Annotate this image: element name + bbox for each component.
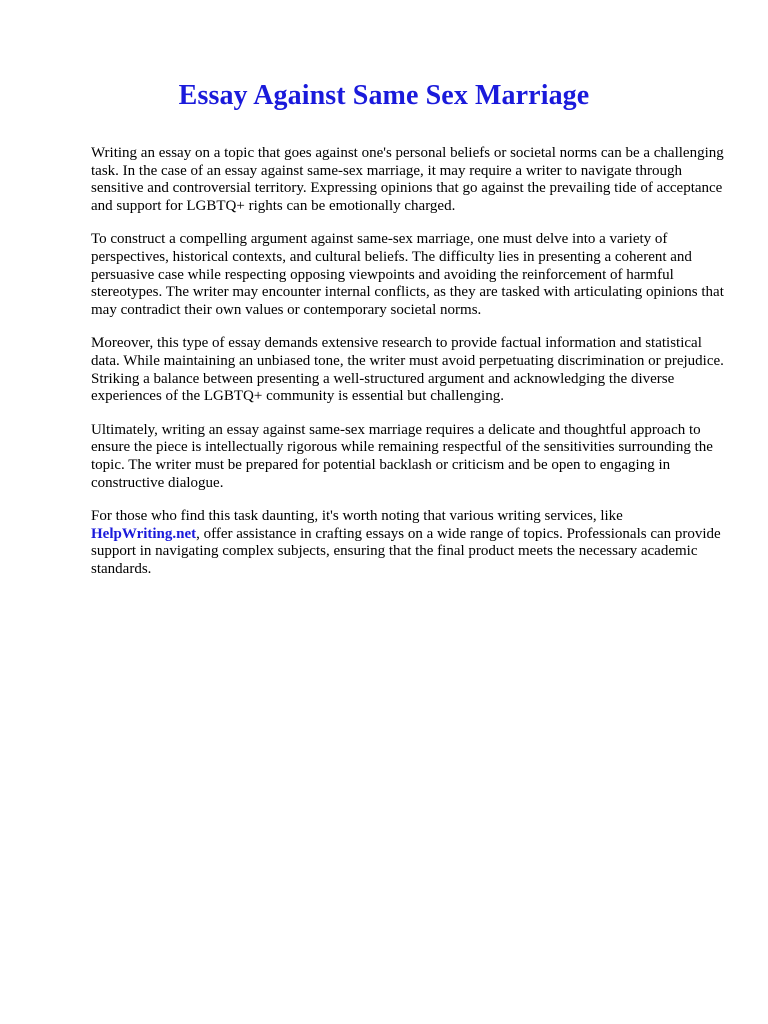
paragraph-5 (91, 508, 727, 578)
essay-body (91, 145, 727, 594)
paragraph-3: Moreover, this type of essay demands extensive research to provide factual information and statistical data. While maintaining an unbiased tone, the writer must avoid perpetuating discrimination or prejudice. Striking a balance between presenting a well-structured argument and acknowledging the diverse experiences of the LGBTQ+ community is essential but challenging. (91, 335, 724, 405)
paragraph-1: Writing an essay on a topic that goes against one's personal beliefs or societal norms can be a challenging task. In the case of an essay against same-sex marriage, it may require a writer to navigate through sensitive and controversial territory. Expressing opinions that go against the prevailing tide of acceptance and support for LGBTQ+ rights can be emotionally charged. (91, 145, 724, 214)
paragraph-5-rest: , offer assistance in crafting essays on a wide range of topics. Professionals can provide support in navigating complex subjects, ensuring that the final product meets the necessary academic standards. (91, 525, 721, 577)
paragraph-2: To construct a compelling argument against same-sex marriage, one must delve into a variety of perspectives, historical contexts, and cultural beliefs. The difficulty lies in presenting a coherent and persuasive case while respecting opposing viewpoints and avoiding the reinforcement of harmful stereotypes. The writer may encounter internal conflicts, as they are tasked with articulating opinions that may contradict their own values or contemporary societal norms. (91, 231, 724, 318)
helpwriting-link[interactable]: HelpWriting.net (91, 525, 197, 542)
page-title: Essay Against Same Sex Marriage (178, 80, 590, 111)
paragraph-4: Ultimately, writing an essay against same-sex marriage requires a delicate and thoughtful approach to ensure the piece is intellectually rigorous while remaining respectful of the sensitivities surrounding the topic. The writer must be prepared for potential backlash or criticism and be open to engaging in constructive dialogue. (91, 421, 713, 491)
paragraph-5-intro: For those who find this task daunting, it's worth noting that various writing services, like (91, 508, 623, 525)
